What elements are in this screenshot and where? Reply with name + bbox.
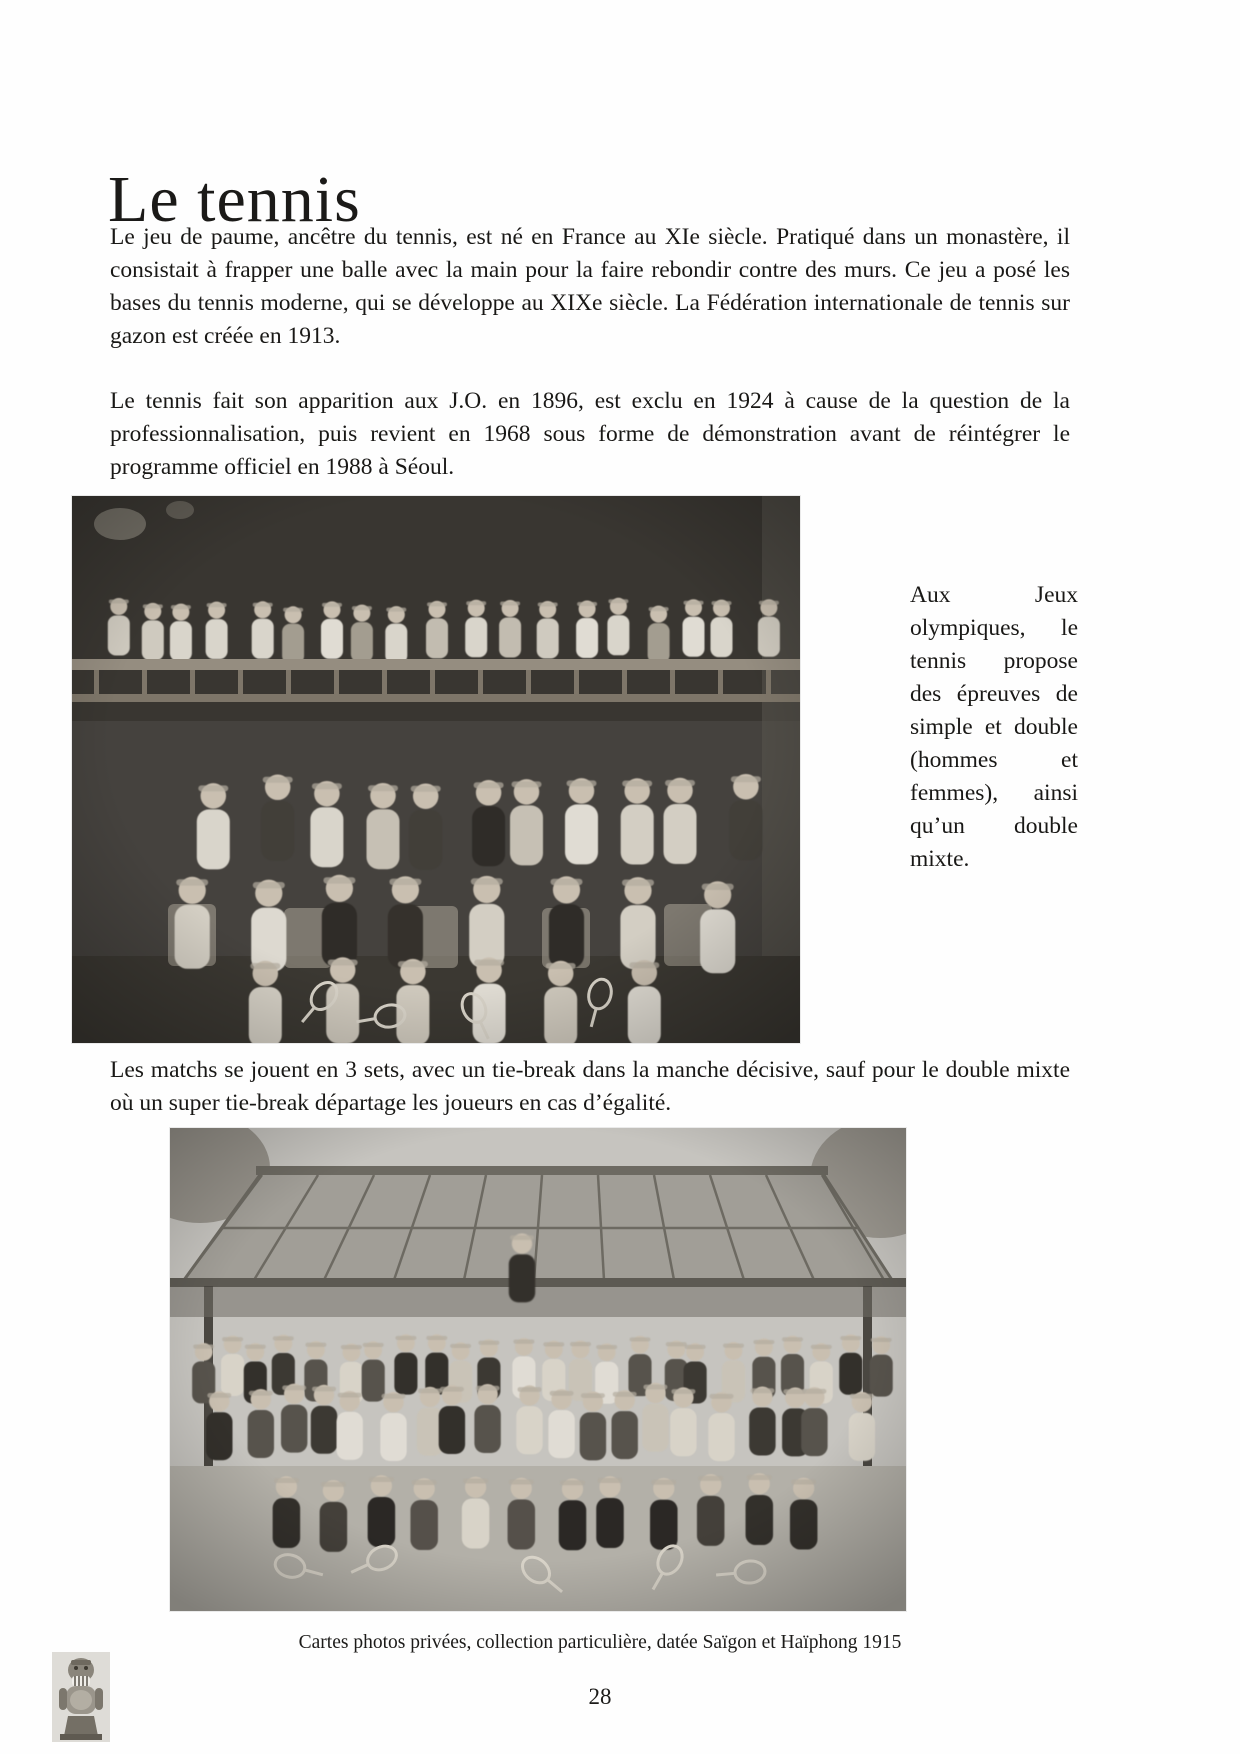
mascot-figurine	[52, 1652, 110, 1742]
mascot-icon	[52, 1652, 110, 1742]
paragraph-history: Le jeu de paume, ancêtre du tennis, est né en France au XIe siècle. Pratiqué dans un monastère, il consistait à frapper une balle avec la main pour la faire rebondir contre des murs. Ce jeu a posé les bases du tennis moderne, qui se développe au XIXe siècle. La Fédération internationale de tennis sur gazon est créée en 1913.	[110, 224, 1070, 349]
paragraph-matches: Les matchs se jouent en 3 sets, avec un tie-break dans la manche décisive, sauf pour le double mixte où un super tie-break départage les joueurs en cas d’égalité.	[110, 1057, 1070, 1116]
photo-2-image	[170, 1128, 906, 1611]
photo-caption: Cartes photos privées, collection particulière, datée Saïgon et Haïphong 1915	[298, 1632, 902, 1653]
page-title: Le tennis	[108, 163, 361, 237]
page-number: 28	[588, 1684, 612, 1709]
photo-tennis-group-2	[170, 1128, 906, 1611]
photo-tennis-group-1	[72, 496, 800, 1043]
paragraph-olympics: Le tennis fait son apparition aux J.O. en 1896, est exclu en 1924 à cause de la question de la professionnalisation, puis revient en 1968 sous forme de démonstration avant de réintégrer le programme officiel en 1988 à Séoul.	[110, 388, 1070, 480]
photo-side-text: Aux Jeux olympiques, le tennis propose des épreuves de simple et double (hommes et femmes), ainsi qu’un double mixte.	[910, 582, 1078, 872]
photo-1-image	[72, 496, 800, 1043]
